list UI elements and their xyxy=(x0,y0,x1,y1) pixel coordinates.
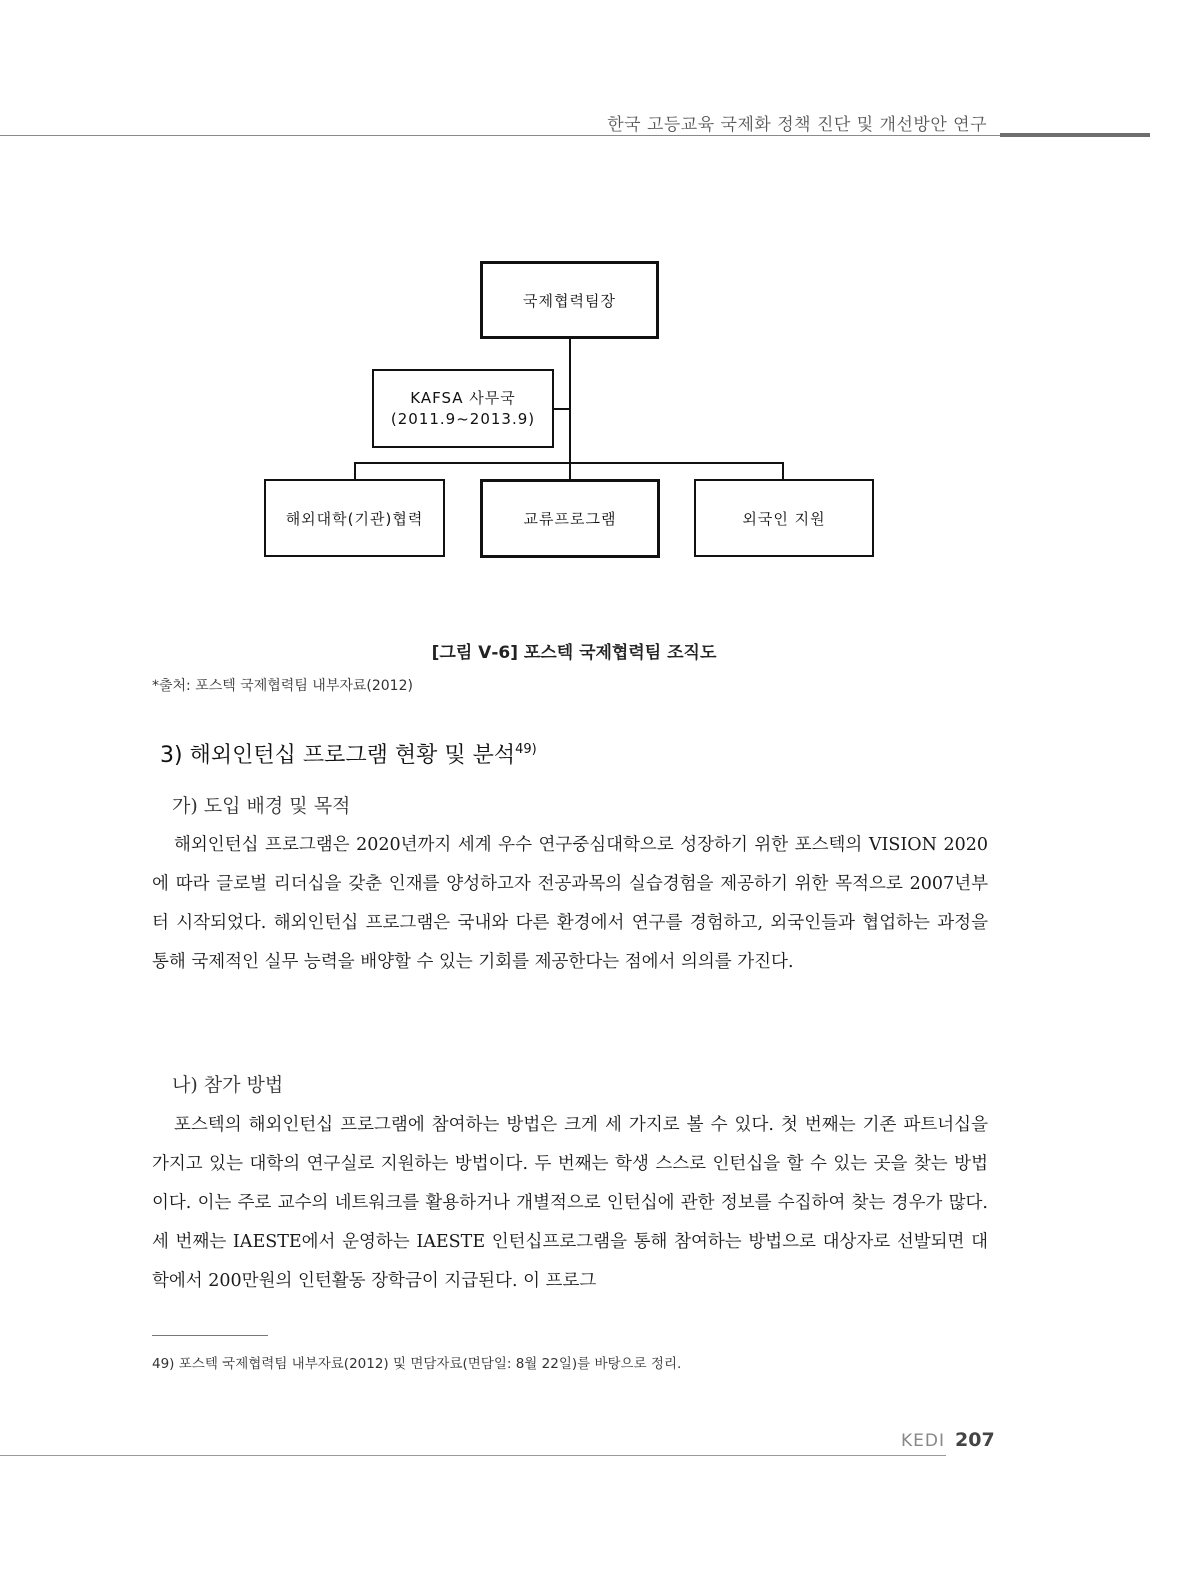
footnote-rule xyxy=(152,1335,268,1336)
connector-left-drop xyxy=(354,462,356,479)
page-number: 207 xyxy=(955,1429,995,1451)
footnote-ref: 49) xyxy=(515,742,537,757)
org-box-kafsa-period: (2011.9~2013.9) xyxy=(390,409,536,428)
org-box-team-leader xyxy=(480,261,659,339)
paragraph-background: 해외인턴십 프로그램은 2020년까지 세계 우수 연구중심대학으로 성장하기 위한 포스텍의 VISION 2020에 따라 글로벌 리더십을 갖춘 인재를 양성하고자 전공과목의 실습경험을 제공하기 위한 목적으로 2007년부터 시작되었다. 해외인턴십 프로그램은 국내와 다른 환경에서 연구를 경험하고, 외국인들과 협업하는 과정을 통해 국제적인 실무 능력을 배양할 수 있는 기회를 제공한다는 점에서 의의를 가진다. xyxy=(152,835,988,972)
org-box-kafsa-label: KAFSA 사무국 xyxy=(410,389,516,408)
org-box-team-leader-label: 국제협력팀장 xyxy=(523,291,616,310)
paragraph-participation: 포스텍의 해외인턴십 프로그램에 참여하는 방법은 크게 세 가지로 볼 수 있다. 첫 번째는 기존 파트너십을 가지고 있는 대학의 연구실로 지원하는 방법이다. 두 번째는 학생 스스로 인턴십을 할 수 있는 곳을 찾는 방법이다. 이는 주로 교수의 네트워크를 활용하거나 개별적으로 인턴십에 관한 정보를 수집하여 찾는 경우가 많다. 세 번째는 IAESTE에서 운영하는 IAESTE 인턴십프로그램을 통해 참여하는 방법으로 대상자로 선발되면 대학에서 200만원의 인턴활동 장학금이 지급된다. 이 프로그 xyxy=(152,1115,988,1291)
section-heading xyxy=(160,738,537,769)
section-heading-text: 3) 해외인턴십 프로그램 현황 및 분석 xyxy=(160,743,516,768)
org-box-kafsa-office xyxy=(372,369,554,448)
connector-horizontal xyxy=(354,462,784,464)
org-box-overseas-cooperation xyxy=(264,479,445,557)
subsection-title-background: 가) 도입 배경 및 목적 xyxy=(172,795,351,817)
org-box-foreigner-support-label: 외국인 지원 xyxy=(742,509,826,528)
figure-caption: [그림 Ⅴ-6] 포스텍 국제협력팀 조직도 xyxy=(431,643,717,663)
org-box-foreigner-support xyxy=(694,479,874,557)
connector-side xyxy=(553,408,570,410)
footer-publisher: KEDI xyxy=(901,1431,945,1451)
header-rule-accent xyxy=(1000,133,1150,137)
header-rule xyxy=(0,135,1000,136)
footer-rule xyxy=(0,1455,946,1456)
org-box-overseas-cooperation-label: 해외대학(기관)협력 xyxy=(285,509,424,528)
org-box-exchange-program-label: 교류프로그램 xyxy=(523,510,617,528)
footnote: 49) 포스텍 국제협력팀 내부자료(2012) 및 면담자료(면담일: 8월 22일)를 바탕으로 정리. xyxy=(152,1356,682,1372)
org-box-exchange-program xyxy=(480,479,660,558)
connector-right-drop xyxy=(782,462,784,479)
subsection-title-participation: 나) 참가 방법 xyxy=(172,1074,284,1096)
figure-source: *출처: 포스텍 국제협력팀 내부자료(2012) xyxy=(152,678,413,694)
running-header: 한국 고등교육 국제화 정책 진단 및 개선방안 연구 xyxy=(607,115,987,135)
